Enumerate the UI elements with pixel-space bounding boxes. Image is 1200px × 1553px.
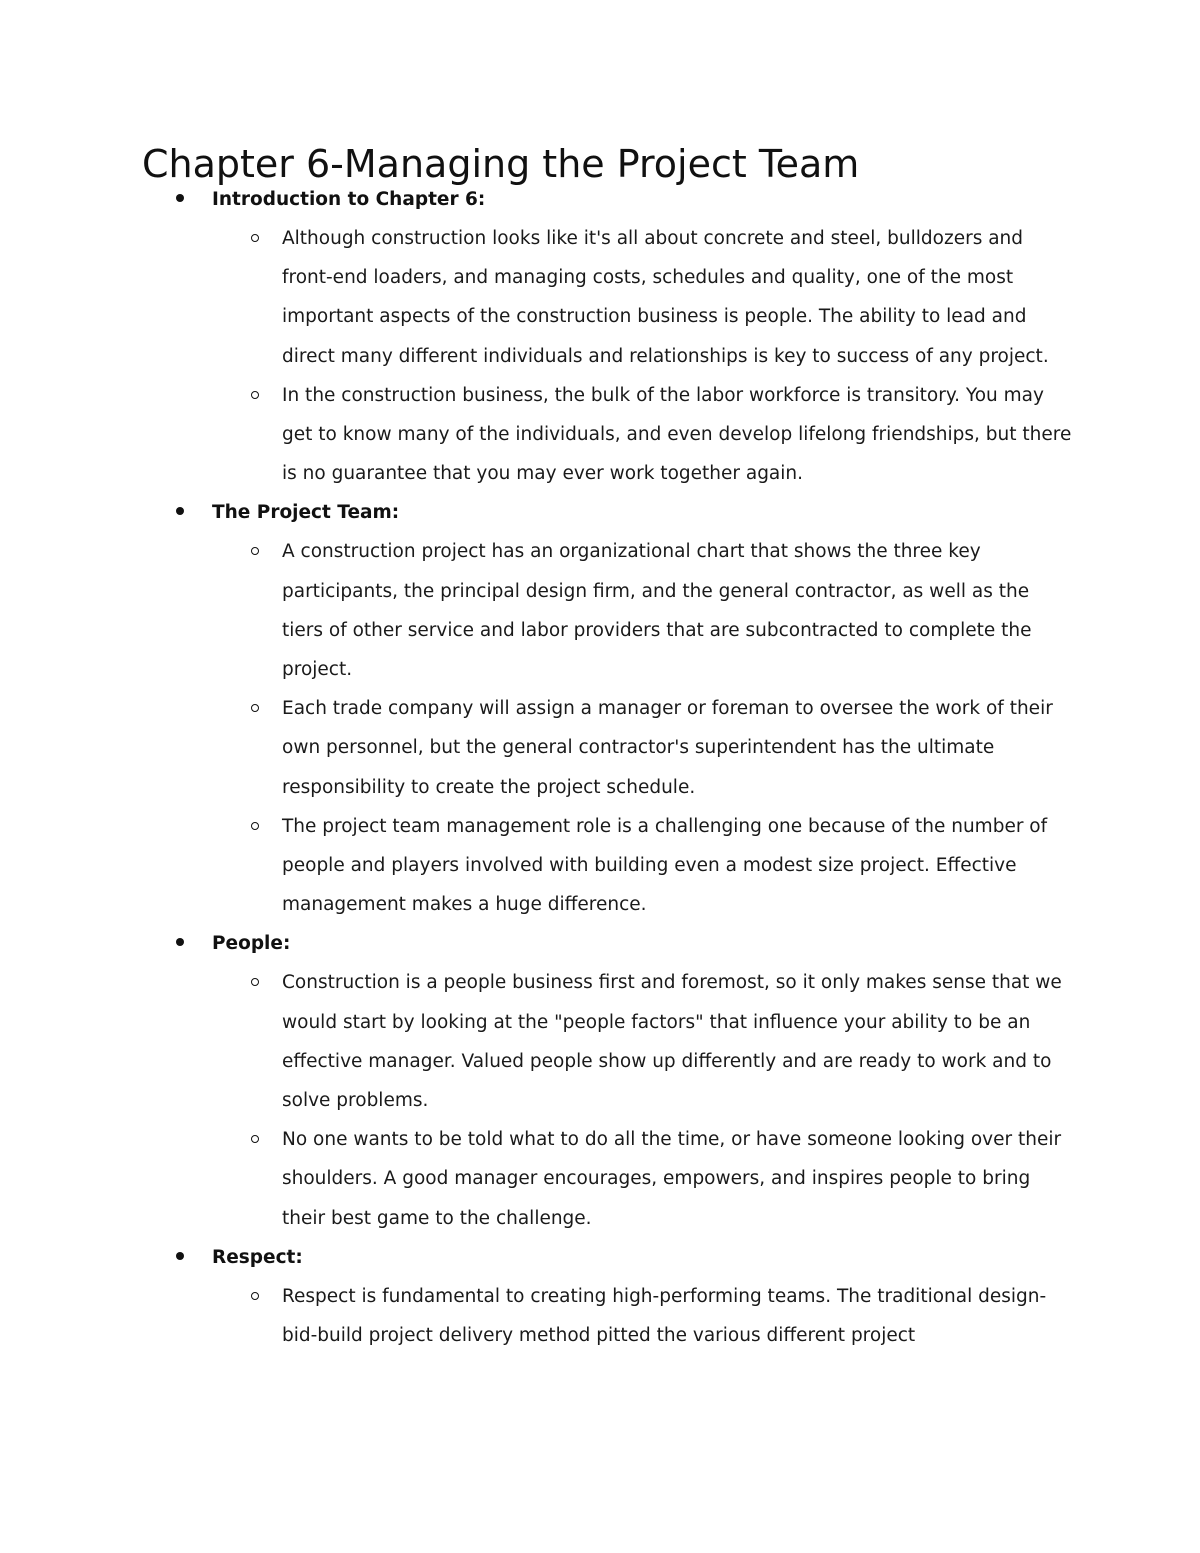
section-project-team — [142, 493, 1072, 924]
circle-bullet-icon — [251, 391, 259, 399]
list-item — [142, 532, 1072, 689]
list-item — [142, 1277, 1072, 1355]
bullet-icon — [176, 1252, 184, 1260]
bullet-icon — [176, 194, 184, 202]
sub-item-list — [142, 219, 1072, 493]
section-heading: People: — [212, 933, 291, 955]
section-head — [142, 180, 1072, 219]
sub-item-list — [142, 532, 1072, 924]
list-item-text: The project team management role is a challenging one because of the number of people and players involved with building even a modest size project. Effective management makes a huge difference. — [282, 815, 1048, 916]
section-introduction — [142, 180, 1072, 493]
bullet-icon — [176, 507, 184, 515]
section-heading: The Project Team: — [212, 502, 400, 524]
circle-bullet-icon — [251, 547, 259, 555]
section-heading: Respect: — [212, 1246, 303, 1268]
sub-item-list — [142, 1277, 1072, 1355]
list-item — [142, 689, 1072, 807]
circle-bullet-icon — [251, 1292, 259, 1300]
section-head — [142, 924, 1072, 963]
list-item-text: Respect is fundamental to creating high-performing teams. The traditional design-bid-build project delivery method pitted the various different project — [282, 1285, 1047, 1347]
section-respect — [142, 1238, 1072, 1355]
list-item-text: Each trade company will assign a manager or foreman to oversee the work of their own personnel, but the general contractor's superintendent has the ultimate responsibility to create the project schedule. — [282, 698, 1053, 798]
circle-bullet-icon — [251, 978, 259, 986]
circle-bullet-icon — [251, 234, 259, 242]
list-item-text: Although construction looks like it's all about concrete and steel, bulldozers and front-end loaders, and managing costs, schedules and quality, one of the most important aspects of the construction business is people. The ability to lead and direct many different individuals and relationships is key to success of any project. — [282, 228, 1049, 367]
bullet-icon — [176, 938, 184, 946]
section-list — [142, 180, 1072, 1355]
list-item-text: Construction is a people business first and foremost, so it only makes sense that we would start by looking at the "people factors" that influence your ability to be an effective manager. Valued people show up differently and are ready to work and to solve problems. — [282, 972, 1062, 1112]
circle-bullet-icon — [251, 1135, 259, 1143]
list-item-text: A construction project has an organizational chart that shows the three key participants, the principal design firm, and the general contractor, as well as the tiers of other service and labor providers that are subcontracted to complete the project. — [282, 541, 1032, 681]
list-item — [142, 219, 1072, 376]
page-title: Chapter 6-Managing the Project Team — [142, 142, 860, 186]
list-item-text: No one wants to be told what to do all the time, or have someone looking over their shoulders. A good manager encourages, empowers, and inspires people to bring their best game to the challenge. — [282, 1129, 1062, 1229]
list-item — [142, 376, 1072, 494]
list-item — [142, 963, 1072, 1120]
section-heading: Introduction to Chapter 6: — [212, 189, 486, 210]
list-item — [142, 807, 1072, 925]
circle-bullet-icon — [251, 822, 259, 830]
list-item-text: In the construction business, the bulk of the labor workforce is transitory. You may get to know many of the individuals, and even develop lifelong friendships, but there is no guarantee that you may ever work together again. — [282, 384, 1072, 485]
section-head — [142, 1238, 1072, 1277]
section-head — [142, 493, 1072, 532]
section-people — [142, 924, 1072, 1237]
list-item — [142, 1120, 1072, 1238]
sub-item-list — [142, 963, 1072, 1237]
circle-bullet-icon — [251, 704, 259, 712]
